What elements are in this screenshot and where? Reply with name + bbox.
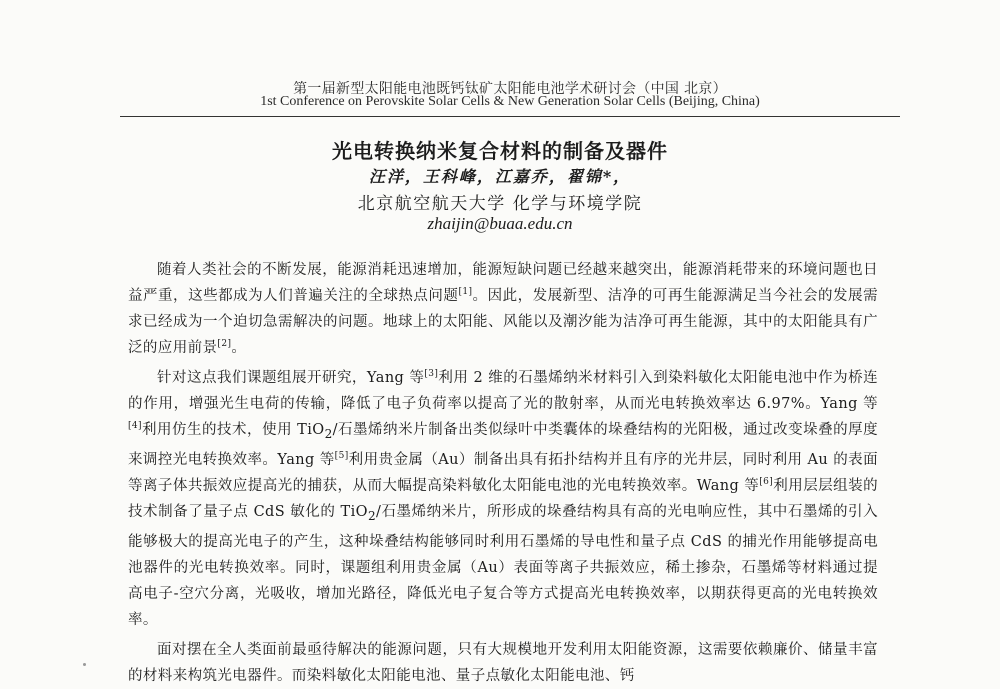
- author-list: 汪洋，王科峰，江嘉乔，翟锦*，: [368, 167, 632, 186]
- conference-header-cn: 第一届新型太阳能电池既钙钛矿太阳能电池学术研讨会（中国 北京）: [293, 81, 727, 97]
- paragraph-1: 随着人类社会的不断发展，能源消耗迅速增加，能源短缺问题已经越来越突出，能源消耗带来的环境问题也日益严重，这些都成为人们普遍关注的全球热点问题[1]。因此，发展新型、洁净的可再生能源满足当今社会的发展需求已经成为一个迫切急需解决的问题。地球上的太阳能、风能以及潮汐能为洁净可再生能源，其中的太阳能具有广泛的应用前景[2]。: [128, 262, 878, 356]
- paper-title: 光电转换纳米复合材料的制备及器件: [332, 139, 668, 163]
- citation: [2]: [217, 339, 232, 350]
- paper-body: [128, 257, 878, 689]
- citation: [6]: [759, 477, 774, 488]
- citation: [5]: [334, 451, 349, 462]
- citation: [1]: [458, 287, 473, 298]
- conference-header-en: 1st Conference on Perovskite Solar Cells & New Generation Solar Cells (Beijing, China): [260, 94, 760, 109]
- citation: [3]: [424, 369, 439, 380]
- scan-speck: [83, 663, 86, 666]
- affiliation: 北京航空航天大学 化学与环境学院: [357, 194, 643, 214]
- contact-email: zhaijin@buaa.edu.cn: [427, 214, 573, 233]
- citation: [4]: [128, 421, 142, 432]
- header-divider: [120, 116, 900, 117]
- paragraph-2: 针对这点我们课题组展开研究，Yang 等[3]利用 2 维的石墨烯纳米材料引入到染料敏化太阳能电池中作为桥连的作用，增强光生电荷的传输，降低了电子负荷率以提高了光的散射率，从而光电转换效率达 6.97%。Yang 等[4]利用仿生的技术，使用 TiO$_2$/石墨烯纳米片制备出类似绿叶中类囊体的垛叠结构的光阳极，通过改变垛叠的厚度来调控光电转换效率。Yang 等[5]利用贵金属（Au）制备出具有拓扑结构并且有序的光井层，同时利用 Au 的表面等离子体共振效应提高光的捕获，从而大幅提高染料敏化太阳能电池的光电转换效率。Wang 等[6]利用层层组装的技术制备了量子点 CdS 敏化的 TiO$_2$/石墨烯纳米片，所形成的垛叠结构具有高的光电响应性，其中石墨烯的引入能够极大的提高光电子的产生，这种垛叠结构能够同时利用石墨烯的导电性和量子点 CdS 的捕光作用能够提高电池器件的光电转换效率。同时，课题组利用贵金属（Au）表面等离子共振效应，稀土掺杂，石墨烯等材料通过提高电子-空穴分离，光吸收，增加光路径，降低光电子复合等方式提高光电转换效率，以期获得更高的光电转换效率。: [128, 369, 878, 628]
- paragraph-3: 面对摆在全人类面前最亟待解决的能源问题，只有大规模地开发利用太阳能资源，这需要依赖廉价、储量丰富的材料来构筑光电器件。而染料敏化太阳能电池、量子点敏化太阳能电池、钙: [128, 641, 878, 684]
